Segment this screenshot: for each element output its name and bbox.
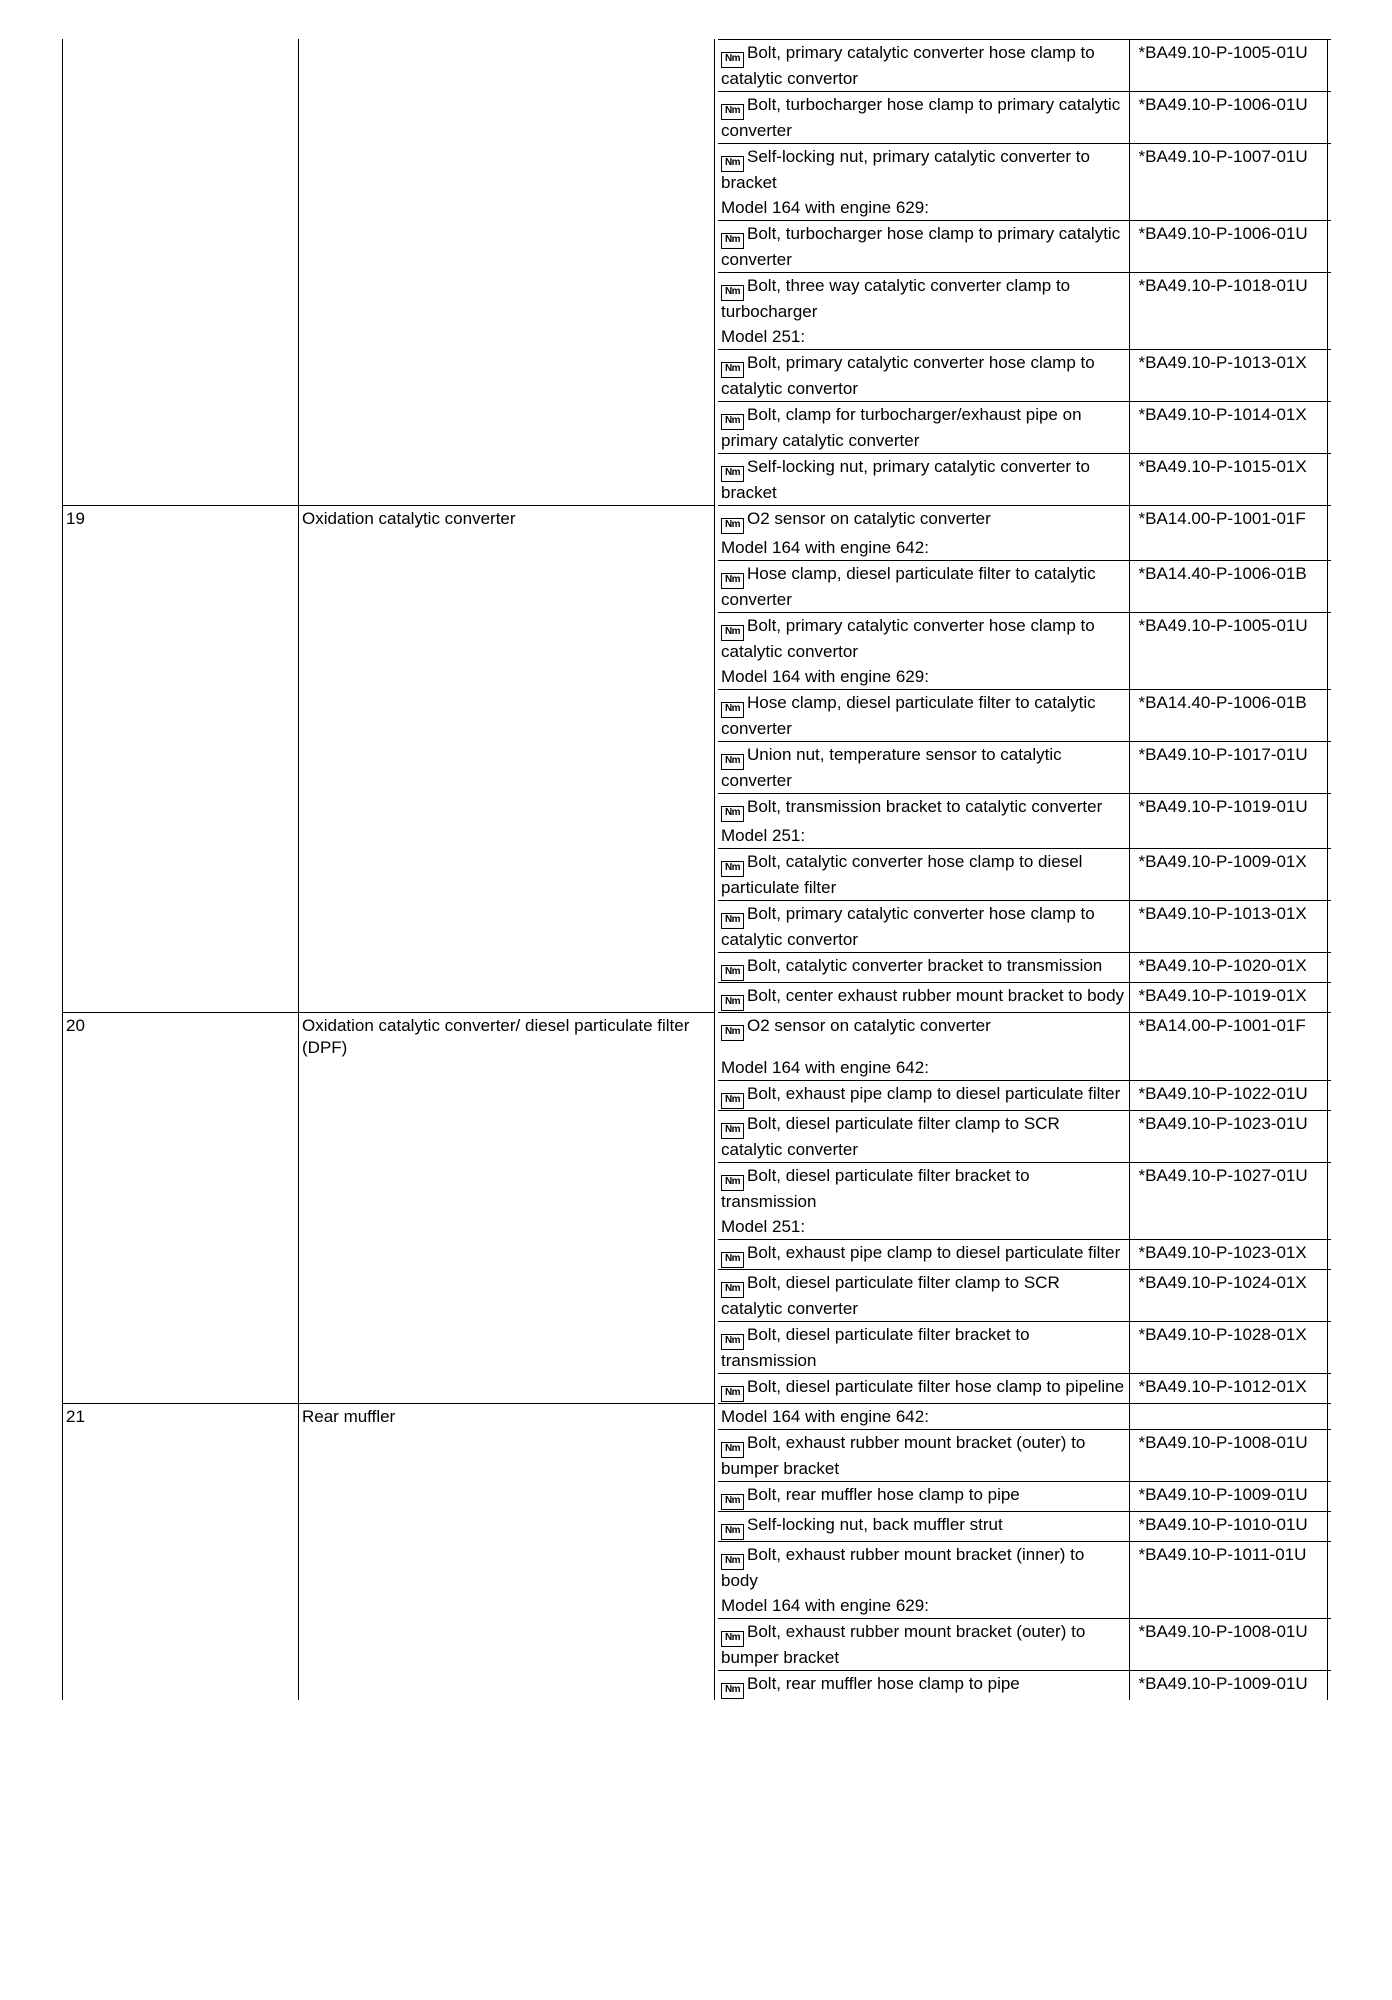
torque-spec-row (718, 1163, 1331, 1215)
reference-code[interactable]: *BA49.10-P-1013-01X (1129, 901, 1331, 953)
reference-code[interactable]: *BA49.10-P-1028-01X (1129, 1322, 1331, 1374)
model-heading-row (718, 324, 1331, 350)
reference-code[interactable]: *BA49.10-P-1009-01U (1129, 1482, 1331, 1512)
torque-nm-icon: Nm (721, 233, 744, 249)
torque-description-cell (718, 454, 1129, 506)
reference-code[interactable]: *BA49.10-P-1022-01U (1129, 1081, 1331, 1111)
model-heading-row (718, 1593, 1331, 1619)
torque-description-cell (718, 690, 1129, 742)
torque-list (718, 505, 1331, 1012)
model-heading: Model 164 with engine 629: (721, 1596, 929, 1615)
torque-nm-icon: Nm (721, 156, 744, 172)
reference-code[interactable]: *BA49.10-P-1006-01U (1129, 221, 1331, 273)
torque-spec-row (718, 901, 1331, 953)
torque-list-cell (715, 39, 1328, 505)
model-heading-row (718, 195, 1331, 221)
torque-spec-row (718, 454, 1331, 506)
torque-description-cell (718, 195, 1129, 221)
reference-code[interactable]: *BA49.10-P-1018-01U (1129, 273, 1331, 325)
torque-nm-icon: Nm (721, 861, 744, 877)
torque-nm-icon: Nm (721, 466, 744, 482)
torque-nm-icon: Nm (721, 965, 744, 981)
reference-code[interactable]: *BA49.10-P-1015-01X (1129, 454, 1331, 506)
torque-description-cell (718, 402, 1129, 454)
torque-nm-icon: Nm (721, 995, 744, 1011)
torque-description: Bolt, transmission bracket to catalytic converter (747, 797, 1103, 816)
torque-description-cell (718, 613, 1129, 665)
reference-code[interactable]: *BA49.10-P-1017-01U (1129, 742, 1331, 794)
torque-description-cell (718, 1512, 1129, 1542)
torque-spec-row (718, 1374, 1331, 1404)
torque-spec-row (718, 1671, 1331, 1701)
torque-description: Bolt, three way catalytic converter clamp to turbocharger (721, 276, 1071, 321)
torque-description-cell (718, 535, 1129, 561)
torque-spec-row (718, 350, 1331, 402)
torque-description-cell (718, 273, 1129, 325)
torque-list-cell (715, 505, 1328, 1012)
torque-spec-row (718, 92, 1331, 144)
reference-code[interactable]: *BA49.10-P-1013-01X (1129, 350, 1331, 402)
component-name: Oxidation catalytic converter (299, 505, 715, 1012)
reference-code[interactable]: *BA49.10-P-1008-01U (1129, 1430, 1331, 1482)
torque-spec-row (718, 742, 1331, 794)
reference-code[interactable] (1129, 1593, 1331, 1619)
torque-description: Self-locking nut, primary catalytic converter to bracket (721, 147, 1090, 192)
torque-nm-icon: Nm (721, 104, 744, 120)
torque-description: Bolt, diesel particulate filter clamp to SCR catalytic converter (721, 1114, 1060, 1159)
torque-description: Bolt, clamp for turbocharger/exhaust pipe on primary catalytic converter (721, 405, 1082, 450)
component-name: Oxidation catalytic converter/ diesel particulate filter (DPF) (299, 1012, 715, 1403)
torque-nm-icon: Nm (721, 573, 744, 589)
reference-code[interactable]: *BA49.10-P-1019-01U (1129, 794, 1331, 824)
torque-spec-row (718, 953, 1331, 983)
model-heading-row (718, 823, 1331, 849)
torque-spec-row (718, 849, 1331, 901)
reference-code[interactable]: *BA49.10-P-1005-01U (1129, 613, 1331, 665)
torque-spec-row (718, 1542, 1331, 1594)
torque-spec-sheet (62, 39, 1327, 1700)
torque-description-cell (718, 1404, 1129, 1430)
torque-spec-row (718, 506, 1331, 536)
torque-spec-row (718, 273, 1331, 325)
torque-nm-icon: Nm (721, 1494, 744, 1510)
torque-description-cell (718, 1671, 1129, 1701)
torque-description: Bolt, catalytic converter bracket to transmission (747, 956, 1103, 975)
torque-description: Bolt, exhaust rubber mount bracket (outer) to bumper bracket (721, 1622, 1086, 1667)
torque-nm-icon: Nm (721, 1252, 744, 1268)
torque-nm-icon: Nm (721, 1282, 744, 1298)
torque-description: Bolt, center exhaust rubber mount bracket to body (747, 986, 1125, 1005)
torque-description: Self-locking nut, back muffler strut (747, 1515, 1003, 1534)
torque-nm-icon: Nm (721, 1442, 744, 1458)
reference-code[interactable]: *BA49.10-P-1012-01X (1129, 1374, 1331, 1404)
torque-description-cell (718, 1270, 1129, 1322)
torque-description-cell (718, 1163, 1129, 1215)
reference-code[interactable]: *BA49.10-P-1009-01U (1129, 1671, 1331, 1701)
torque-spec-row (718, 221, 1331, 273)
reference-code[interactable]: *BA49.10-P-1007-01U (1129, 144, 1331, 196)
model-heading: Model 164 with engine 629: (721, 198, 929, 217)
torque-nm-icon: Nm (721, 1175, 744, 1191)
torque-description-cell (718, 794, 1129, 824)
torque-description: O2 sensor on catalytic converter (747, 1016, 991, 1035)
torque-spec-row (718, 690, 1331, 742)
torque-description-cell (718, 221, 1129, 273)
torque-spec-row (718, 794, 1331, 824)
torque-nm-icon: Nm (721, 1683, 744, 1699)
torque-description: Hose clamp, diesel particulate filter to catalytic converter (721, 693, 1096, 738)
torque-nm-icon: Nm (721, 518, 744, 534)
torque-description-cell (718, 1240, 1129, 1270)
torque-spec-row (718, 1430, 1331, 1482)
torque-description: Bolt, diesel particulate filter clamp to SCR catalytic converter (721, 1273, 1060, 1318)
torque-description-cell (718, 1013, 1129, 1056)
reference-code[interactable]: *BA14.00-P-1001-01F (1129, 1013, 1331, 1056)
reference-code[interactable] (1129, 1055, 1331, 1081)
torque-description: Bolt, turbocharger hose clamp to primary catalytic converter (721, 95, 1121, 140)
torque-description: Bolt, catalytic converter hose clamp to diesel particulate filter (721, 852, 1083, 897)
torque-description-cell (718, 1322, 1129, 1374)
component-name (299, 39, 715, 505)
torque-spec-row (718, 1081, 1331, 1111)
torque-nm-icon: Nm (721, 1524, 744, 1540)
torque-description-cell (718, 742, 1129, 794)
torque-nm-icon: Nm (721, 52, 744, 68)
reference-code[interactable]: *BA14.00-P-1001-01F (1129, 506, 1331, 536)
item-number: 21 (63, 1403, 299, 1700)
torque-spec-row (718, 1111, 1331, 1163)
torque-spec-row (718, 1619, 1331, 1671)
torque-spec-row (718, 1322, 1331, 1374)
torque-list (718, 39, 1331, 505)
reference-code[interactable]: *BA49.10-P-1005-01U (1129, 40, 1331, 92)
reference-code[interactable] (1129, 664, 1331, 690)
reference-code[interactable]: *BA49.10-P-1019-01X (1129, 983, 1331, 1013)
torque-description-cell (718, 92, 1129, 144)
torque-list (718, 1012, 1331, 1403)
torque-spec-table (62, 39, 1328, 1700)
torque-description: Bolt, turbocharger hose clamp to primary catalytic converter (721, 224, 1121, 269)
reference-code[interactable]: *BA49.10-P-1024-01X (1129, 1270, 1331, 1322)
reference-code[interactable]: *BA49.10-P-1010-01U (1129, 1512, 1331, 1542)
torque-description-cell (718, 983, 1129, 1013)
reference-code[interactable]: *BA14.40-P-1006-01B (1129, 561, 1331, 613)
torque-spec-row (718, 561, 1331, 613)
model-heading-row (718, 664, 1331, 690)
reference-code[interactable]: *BA49.10-P-1023-01U (1129, 1111, 1331, 1163)
torque-description: Bolt, exhaust pipe clamp to diesel particulate filter (747, 1084, 1121, 1103)
reference-code[interactable]: *BA49.10-P-1023-01X (1129, 1240, 1331, 1270)
model-heading: Model 251: (721, 327, 806, 346)
spec-group-row (63, 39, 1328, 505)
torque-description-cell (718, 664, 1129, 690)
torque-nm-icon: Nm (721, 414, 744, 430)
torque-nm-icon: Nm (721, 702, 744, 718)
spec-group-row (63, 1012, 1328, 1403)
torque-description-cell (718, 1482, 1129, 1512)
reference-code[interactable]: *BA49.10-P-1027-01U (1129, 1163, 1331, 1215)
torque-description-cell (718, 1619, 1129, 1671)
torque-nm-icon: Nm (721, 1123, 744, 1139)
torque-nm-icon: Nm (721, 754, 744, 770)
torque-nm-icon: Nm (721, 1025, 744, 1041)
torque-description: Bolt, primary catalytic converter hose clamp to catalytic convertor (721, 43, 1095, 88)
torque-description-cell (718, 324, 1129, 350)
torque-nm-icon: Nm (721, 1386, 744, 1402)
torque-description-cell (718, 144, 1129, 196)
torque-spec-row (718, 1240, 1331, 1270)
torque-description: Bolt, exhaust pipe clamp to diesel particulate filter (747, 1243, 1121, 1262)
model-heading: Model 164 with engine 629: (721, 667, 929, 686)
torque-description: Bolt, primary catalytic converter hose clamp to catalytic convertor (721, 616, 1095, 661)
torque-description-cell (718, 1081, 1129, 1111)
reference-code[interactable] (1129, 195, 1331, 221)
torque-description: Hose clamp, diesel particulate filter to catalytic converter (721, 564, 1096, 609)
reference-code[interactable] (1129, 823, 1331, 849)
torque-description-cell (718, 561, 1129, 613)
torque-description: Bolt, diesel particulate filter bracket to transmission (721, 1166, 1030, 1211)
torque-description-cell (718, 40, 1129, 92)
torque-spec-row (718, 1270, 1331, 1322)
model-heading-row (718, 1214, 1331, 1240)
spec-group-row (63, 1403, 1328, 1700)
model-heading-row (718, 1055, 1331, 1081)
torque-nm-icon: Nm (721, 1334, 744, 1350)
torque-description-cell (718, 849, 1129, 901)
torque-description: Bolt, diesel particulate filter bracket to transmission (721, 1325, 1030, 1370)
torque-description: Self-locking nut, primary catalytic converter to bracket (721, 457, 1090, 502)
torque-spec-row (718, 613, 1331, 665)
item-number (63, 39, 299, 505)
reference-code[interactable]: *BA49.10-P-1014-01X (1129, 402, 1331, 454)
torque-description-cell (718, 1214, 1129, 1240)
torque-description: Union nut, temperature sensor to catalytic converter (721, 745, 1062, 790)
torque-nm-icon: Nm (721, 1631, 744, 1647)
torque-description-cell (718, 953, 1129, 983)
torque-description-cell (718, 1542, 1129, 1594)
torque-description-cell (718, 350, 1129, 402)
torque-nm-icon: Nm (721, 362, 744, 378)
item-number: 19 (63, 505, 299, 1012)
torque-description: O2 sensor on catalytic converter (747, 509, 991, 528)
torque-spec-row (718, 1482, 1331, 1512)
torque-nm-icon: Nm (721, 806, 744, 822)
torque-description: Bolt, diesel particulate filter hose clamp to pipeline (747, 1377, 1125, 1396)
model-heading: Model 164 with engine 642: (721, 1407, 929, 1426)
torque-description-cell (718, 901, 1129, 953)
model-heading: Model 164 with engine 642: (721, 538, 929, 557)
torque-spec-row (718, 1512, 1331, 1542)
torque-description-cell (718, 1593, 1129, 1619)
torque-nm-icon: Nm (721, 1093, 744, 1109)
component-name: Rear muffler (299, 1403, 715, 1700)
item-number: 20 (63, 1012, 299, 1403)
reference-code[interactable]: *BA49.10-P-1011-01U (1129, 1542, 1331, 1594)
torque-description: Bolt, exhaust rubber mount bracket (inner) to body (721, 1545, 1085, 1590)
reference-code[interactable] (1129, 1404, 1331, 1430)
torque-nm-icon: Nm (721, 285, 744, 301)
model-heading-row (718, 1404, 1331, 1430)
torque-nm-icon: Nm (721, 625, 744, 641)
model-heading: Model 251: (721, 1217, 806, 1236)
torque-description-cell (718, 1374, 1129, 1404)
model-heading: Model 251: (721, 826, 806, 845)
reference-code[interactable]: *BA49.10-P-1006-01U (1129, 92, 1331, 144)
torque-description: Bolt, primary catalytic converter hose clamp to catalytic convertor (721, 353, 1095, 398)
torque-description-cell (718, 1111, 1129, 1163)
torque-description-cell (718, 823, 1129, 849)
reference-code[interactable]: *BA49.10-P-1009-01X (1129, 849, 1331, 901)
torque-list-cell (715, 1403, 1328, 1700)
torque-description: Bolt, rear muffler hose clamp to pipe (747, 1485, 1020, 1504)
reference-code[interactable]: *BA49.10-P-1020-01X (1129, 953, 1331, 983)
torque-description-cell (718, 1055, 1129, 1081)
reference-code[interactable]: *BA49.10-P-1008-01U (1129, 1619, 1331, 1671)
torque-description: Bolt, exhaust rubber mount bracket (outer) to bumper bracket (721, 1433, 1086, 1478)
torque-list-cell (715, 1012, 1328, 1403)
torque-nm-icon: Nm (721, 1554, 744, 1570)
torque-list (718, 1403, 1331, 1700)
torque-spec-row (718, 1013, 1331, 1056)
torque-spec-row (718, 402, 1331, 454)
model-heading: Model 164 with engine 642: (721, 1058, 929, 1077)
torque-description-cell (718, 506, 1129, 536)
torque-spec-row (718, 983, 1331, 1013)
torque-description-cell (718, 1430, 1129, 1482)
torque-spec-row (718, 40, 1331, 92)
reference-code[interactable] (1129, 535, 1331, 561)
torque-description: Bolt, rear muffler hose clamp to pipe (747, 1674, 1020, 1693)
model-heading-row (718, 535, 1331, 561)
torque-nm-icon: Nm (721, 913, 744, 929)
torque-spec-row (718, 144, 1331, 196)
spec-group-row (63, 505, 1328, 1012)
reference-code[interactable]: *BA14.40-P-1006-01B (1129, 690, 1331, 742)
reference-code[interactable] (1129, 1214, 1331, 1240)
reference-code[interactable] (1129, 324, 1331, 350)
torque-description: Bolt, primary catalytic converter hose clamp to catalytic convertor (721, 904, 1095, 949)
